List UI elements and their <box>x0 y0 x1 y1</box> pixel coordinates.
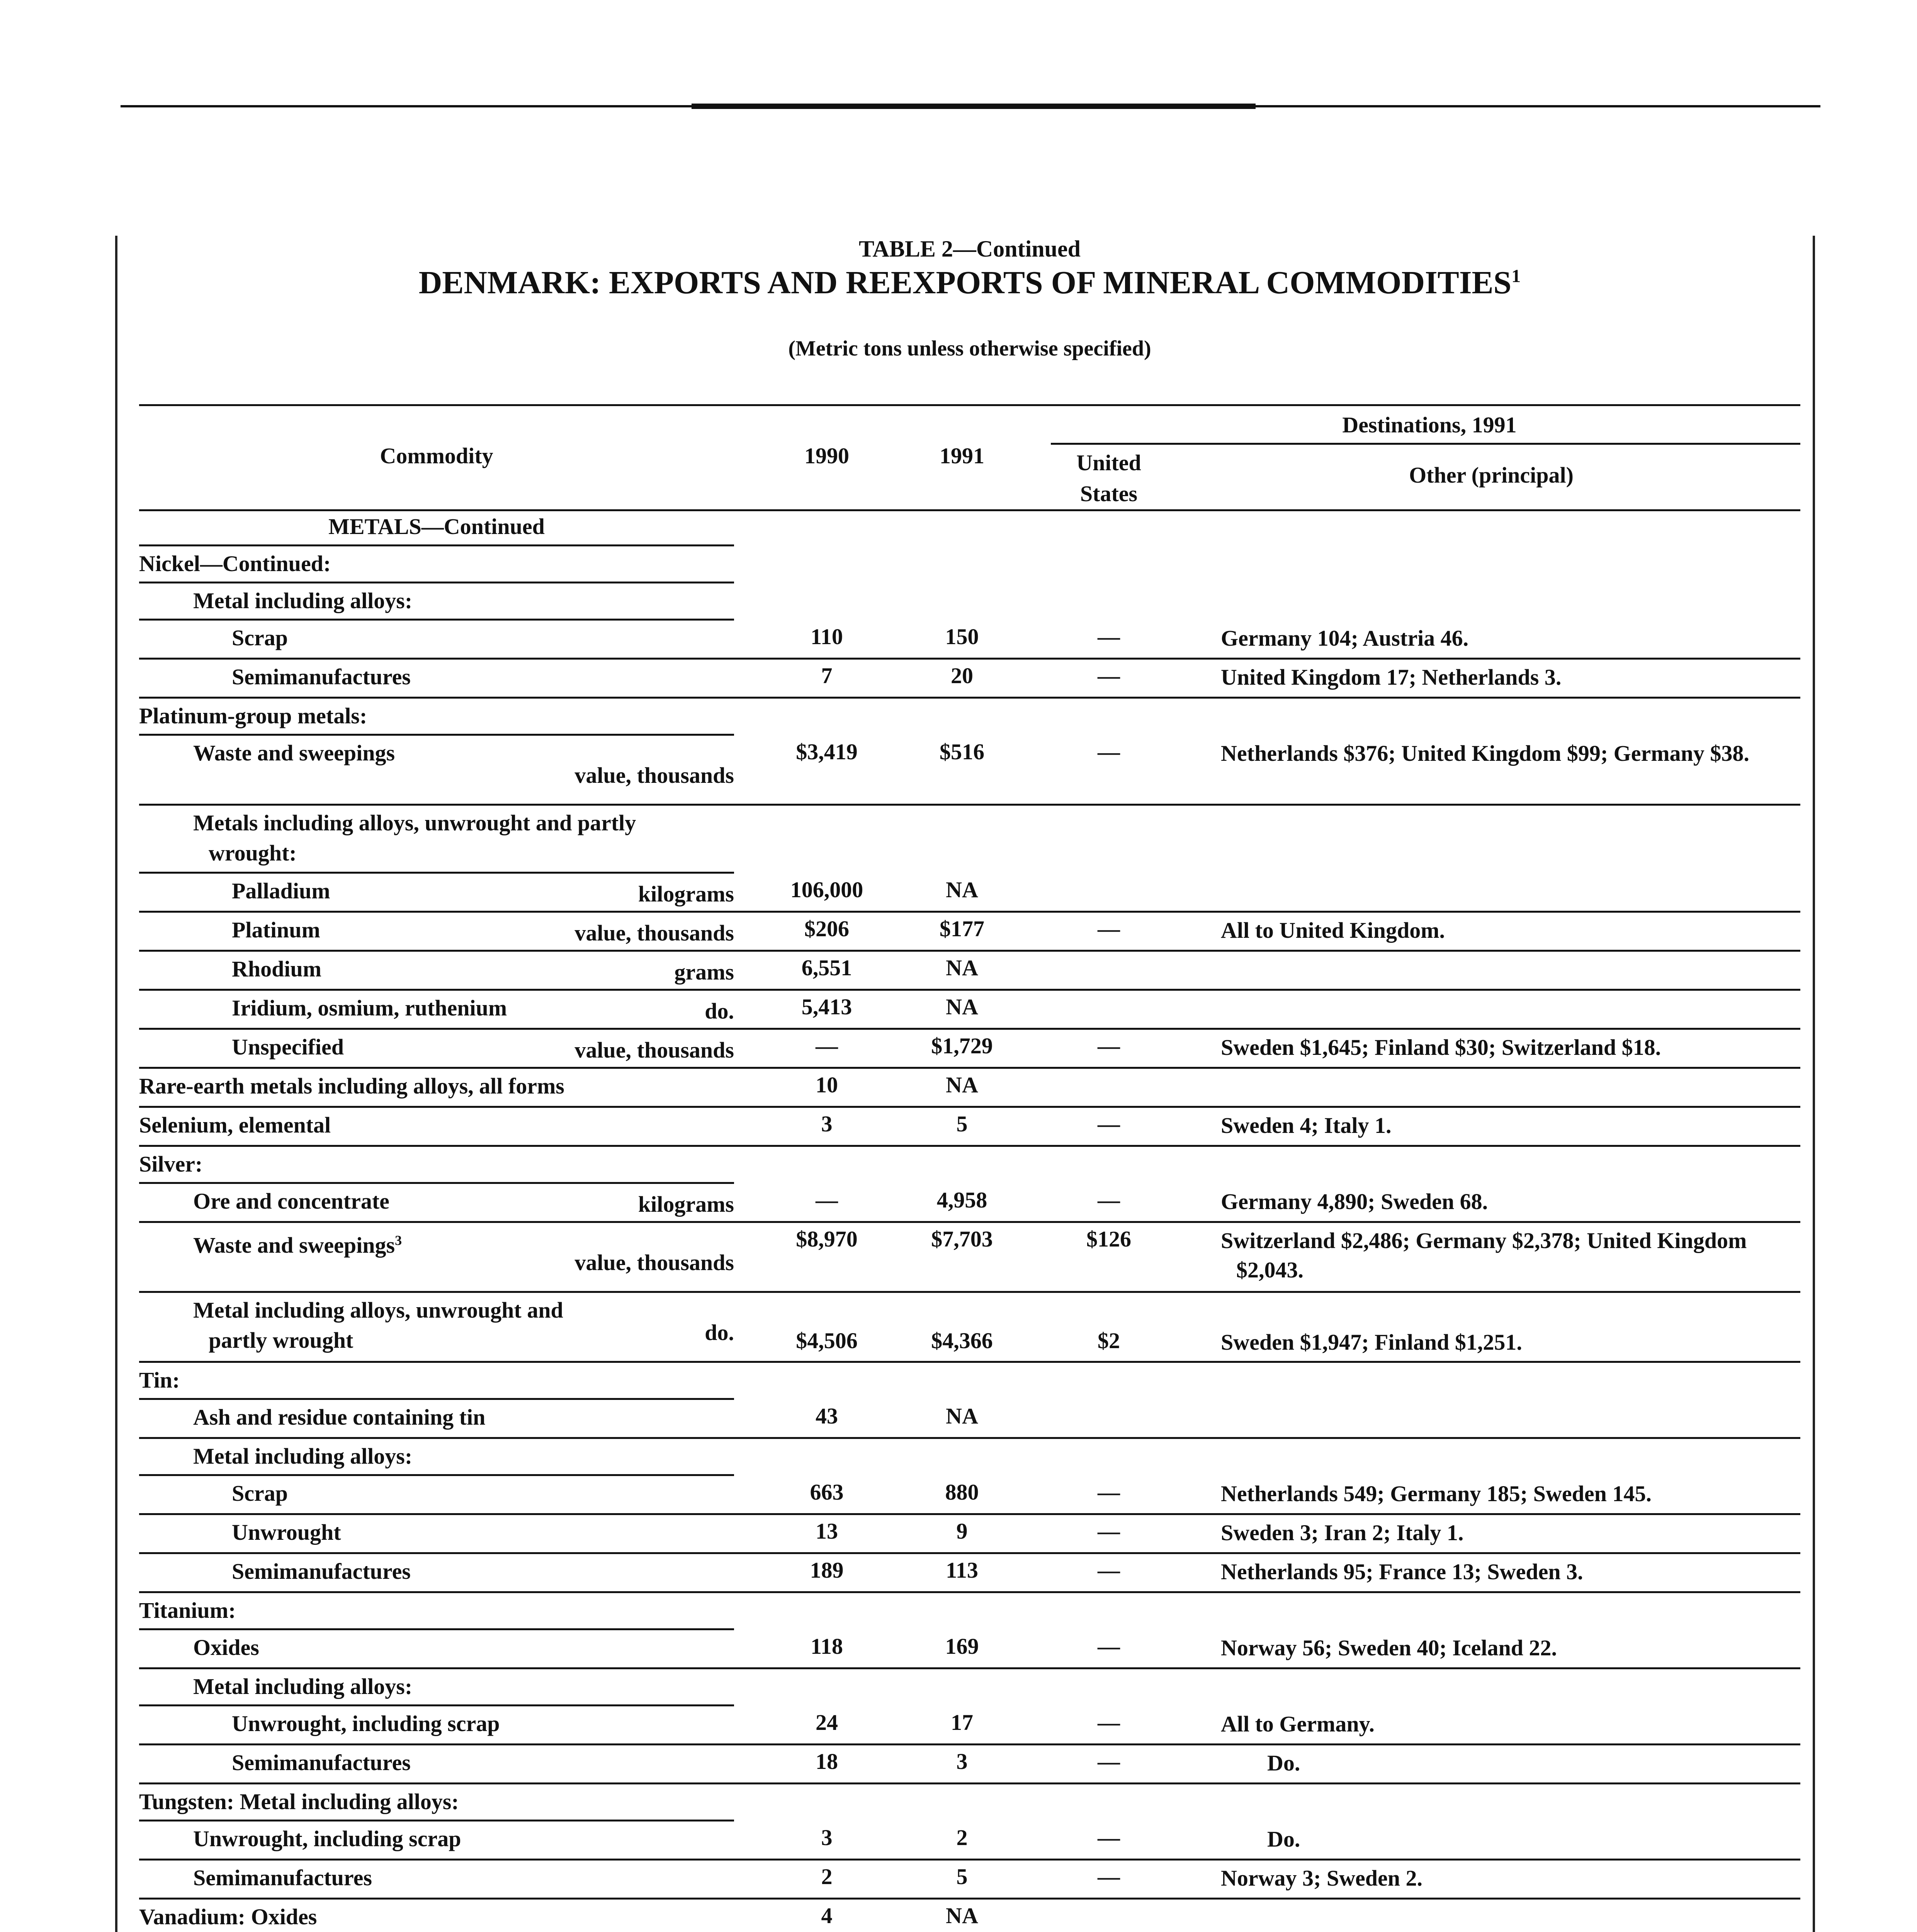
commodity-unit: kilograms <box>638 1192 734 1217</box>
commodity-cell <box>139 1439 734 1478</box>
commodity-name: Scrap <box>232 1481 288 1506</box>
table-row <box>139 1554 1800 1593</box>
value-other-destinations: Sweden 3; Iran 2; Italy 1. <box>1221 1520 1464 1545</box>
commodity-cell <box>139 913 734 952</box>
commodity-cell <box>139 736 734 806</box>
commodity-name: Tin: <box>139 1367 180 1393</box>
table-row <box>139 509 1800 546</box>
value-1990: 118 <box>811 1634 843 1659</box>
commodity-name: Unwrought <box>232 1520 341 1545</box>
value-1990: 2 <box>821 1864 833 1889</box>
value-1991: $516 <box>940 739 984 764</box>
value-united-states: — <box>1098 663 1120 688</box>
value-other-destinations: Norway 56; Sweden 40; Iceland 22. <box>1221 1635 1557 1660</box>
table-row <box>139 699 1800 736</box>
value-1990: — <box>816 1187 838 1213</box>
value-united-states: — <box>1098 1111 1120 1136</box>
table-row <box>139 1184 1800 1223</box>
table-row <box>139 1821 1800 1861</box>
commodity-name: Metal including alloys, unwrought and partly wrought <box>193 1298 563 1353</box>
commodity-name: Platinum-group metals: <box>139 703 367 728</box>
value-1991: 5 <box>956 1864 968 1889</box>
table-row <box>139 1223 1800 1293</box>
commodity-unit: do. <box>705 998 734 1024</box>
value-1991: NA <box>946 1903 978 1928</box>
commodity-name: Selenium, elemental <box>139 1112 331 1138</box>
table-row <box>139 952 1800 991</box>
table-units-note: (Metric tons unless otherwise specified) <box>788 337 1151 361</box>
commodity-cell <box>139 991 734 1030</box>
value-united-states: — <box>1098 1825 1120 1850</box>
value-other-destinations: Sweden $1,947; Finland $1,251. <box>1221 1330 1522 1355</box>
value-1990: 3 <box>821 1825 833 1850</box>
value-united-states: — <box>1098 1864 1120 1889</box>
commodity-cell <box>139 1223 734 1293</box>
commodity-cell <box>139 1900 734 1932</box>
commodity-name: Nickel—Continued: <box>139 551 331 576</box>
commodity-cell <box>139 1400 734 1439</box>
table-row <box>139 1363 1800 1400</box>
commodity-name: Semimanufactures <box>232 1559 411 1584</box>
table-body <box>139 509 1800 1932</box>
commodity-cell <box>139 1293 734 1363</box>
table-row <box>139 913 1800 952</box>
commodity-unit: value, thousands <box>574 1250 734 1275</box>
table-row <box>139 1706 1800 1745</box>
table-title-block <box>139 236 1800 301</box>
commodity-footnote-mark: 3 <box>395 1233 402 1248</box>
commodity-cell <box>139 806 734 876</box>
value-1991: 2 <box>956 1825 968 1850</box>
table-row <box>139 583 1800 621</box>
header-top-rule <box>139 404 1800 406</box>
table-row <box>139 1669 1800 1706</box>
value-1991: 9 <box>956 1519 968 1544</box>
commodity-cell <box>139 952 734 991</box>
value-other-destinations: All to United Kingdom. <box>1221 918 1445 943</box>
commodity-cell <box>139 1861 734 1900</box>
value-united-states: — <box>1098 1519 1120 1544</box>
table-row <box>139 736 1800 806</box>
commodity-name: Metal including alloys: <box>193 1674 413 1699</box>
value-1991: $7,703 <box>931 1226 993 1252</box>
value-other-destinations: Sweden 4; Italy 1. <box>1221 1113 1392 1138</box>
commodity-cell <box>139 583 734 623</box>
table-row <box>139 1900 1800 1932</box>
value-other-destinations: Sweden $1,645; Finland $30; Switzerland $18. <box>1221 1035 1661 1060</box>
commodity-name: Unspecified <box>232 1034 344 1060</box>
value-1990: 663 <box>810 1480 844 1505</box>
commodity-name: Metal including alloys: <box>193 1444 413 1469</box>
table-row <box>139 874 1800 913</box>
value-other-destinations: Germany 4,890; Sweden 68. <box>1221 1189 1488 1214</box>
commodity-cell <box>139 1706 734 1746</box>
value-1990: $8,970 <box>796 1226 858 1252</box>
table-row <box>139 806 1800 874</box>
value-united-states: — <box>1098 1710 1120 1735</box>
table-row <box>139 1439 1800 1476</box>
commodity-unit: value, thousands <box>574 1037 734 1063</box>
commodity-name: Semimanufactures <box>193 1865 372 1890</box>
table-row <box>139 1108 1800 1147</box>
right-margin-line <box>1813 236 1815 1932</box>
commodity-cell <box>139 1030 734 1069</box>
value-other-destinations: Germany 104; Austria 46. <box>1221 626 1469 651</box>
value-1991: 113 <box>946 1558 978 1583</box>
value-1990: 10 <box>816 1072 838 1097</box>
header-united-states <box>1059 447 1159 509</box>
left-margin-line <box>115 236 117 1932</box>
table-row <box>139 660 1800 699</box>
commodity-name: Vanadium: Oxides <box>139 1904 317 1929</box>
table-row <box>139 1400 1800 1439</box>
table-row <box>139 991 1800 1030</box>
value-1990: 18 <box>816 1749 838 1774</box>
header-1991: 1991 <box>940 443 984 468</box>
value-1991: 4,958 <box>936 1187 987 1213</box>
header-destinations-rule <box>1051 443 1800 445</box>
commodity-cell <box>139 1554 734 1594</box>
commodity-unit: value, thousands <box>574 920 734 946</box>
commodity-name: Waste and sweepings <box>193 740 395 765</box>
commodity-unit: grams <box>674 959 734 985</box>
commodity-name: Ore and concentrate <box>193 1189 389 1214</box>
header-destinations: Destinations, 1991 <box>1342 412 1517 437</box>
commodity-name: Iridium, osmium, ruthenium <box>232 995 507 1020</box>
commodity-unit: kilograms <box>638 881 734 906</box>
value-united-states: — <box>1098 1558 1120 1583</box>
value-united-states: — <box>1098 1480 1120 1505</box>
value-united-states: — <box>1098 1634 1120 1659</box>
value-1991: NA <box>946 1072 978 1097</box>
table-title <box>139 264 1800 301</box>
commodity-name: Silver: <box>139 1151 203 1177</box>
value-1990: $3,419 <box>796 739 858 764</box>
commodity-cell <box>139 1784 734 1824</box>
value-1990: — <box>816 1033 838 1058</box>
value-other-destinations: Netherlands $376; United Kingdom $99; Germany $38. <box>1221 741 1749 766</box>
value-other-destinations: Norway 3; Sweden 2. <box>1221 1866 1422 1891</box>
table-row <box>139 1861 1800 1900</box>
value-united-states: — <box>1098 624 1120 649</box>
value-1991: $1,729 <box>931 1033 993 1058</box>
value-other-destinations: Do. <box>1267 1827 1300 1852</box>
value-1991: 20 <box>951 663 973 688</box>
table-row <box>139 1293 1800 1363</box>
commodity-cell <box>139 1745 734 1785</box>
table-row <box>139 1476 1800 1515</box>
commodity-name: Platinum <box>232 917 320 942</box>
value-1990: 6,551 <box>801 955 852 980</box>
commodity-cell <box>139 874 734 913</box>
value-1991: $177 <box>940 916 984 941</box>
commodity-cell <box>139 660 734 699</box>
top-rule-thick <box>692 104 1256 109</box>
commodity-cell <box>139 1108 734 1147</box>
commodity-cell <box>139 1184 734 1223</box>
table-row <box>139 1593 1800 1630</box>
table-title-footnote-mark: 1 <box>1511 266 1521 286</box>
commodity-cell <box>139 1593 734 1633</box>
commodity-cell <box>139 1630 734 1670</box>
value-1991: 3 <box>956 1749 968 1774</box>
value-1990: 4 <box>821 1903 833 1928</box>
table-row <box>139 1784 1800 1821</box>
value-other-destinations: Switzerland $2,486; Germany $2,378; United Kingdom $2,043. <box>1221 1228 1747 1282</box>
value-1990: 106,000 <box>790 877 863 902</box>
value-1990: $4,506 <box>796 1328 858 1353</box>
commodity-unit: value, thousands <box>574 763 734 788</box>
value-other-destinations: Netherlands 95; France 13; Sweden 3. <box>1221 1559 1583 1584</box>
value-1990: 13 <box>816 1519 838 1544</box>
table-row <box>139 1745 1800 1784</box>
value-united-states: — <box>1098 1749 1120 1774</box>
table-row <box>139 1030 1800 1069</box>
commodity-cell <box>139 1669 734 1709</box>
value-1991: 150 <box>945 624 979 649</box>
commodity-cell <box>139 1147 734 1186</box>
commodity-name: Ash and residue containing tin <box>193 1405 486 1430</box>
commodity-name: Unwrought, including scrap <box>232 1711 500 1736</box>
header-other-principal: Other (principal) <box>1409 463 1574 488</box>
commodity-cell <box>139 546 734 586</box>
commodity-cell <box>139 621 734 660</box>
value-1991: NA <box>946 994 978 1019</box>
commodity-unit: do. <box>705 1320 734 1345</box>
value-1991: NA <box>946 1403 978 1429</box>
commodity-cell <box>139 1069 734 1108</box>
value-1991: NA <box>946 955 978 980</box>
commodity-cell <box>139 1821 734 1861</box>
value-1990: 24 <box>816 1710 838 1735</box>
commodity-name: Scrap <box>232 625 288 650</box>
commodity-name: Palladium <box>232 878 330 903</box>
table-row <box>139 621 1800 660</box>
value-1990: 5,413 <box>801 994 852 1019</box>
value-1991: NA <box>946 877 978 902</box>
commodity-cell <box>139 699 734 738</box>
value-united-states: — <box>1098 916 1120 941</box>
value-united-states: — <box>1098 1033 1120 1058</box>
value-other-destinations: Netherlands 549; Germany 185; Sweden 145. <box>1221 1481 1652 1506</box>
commodity-name: Unwrought, including scrap <box>193 1826 461 1851</box>
value-1991: 169 <box>945 1634 979 1659</box>
header-commodity: Commodity <box>380 443 493 468</box>
commodity-name: Oxides <box>193 1635 259 1660</box>
commodity-cell <box>139 1476 734 1515</box>
commodity-name: Rhodium <box>232 956 322 981</box>
commodity-name: Semimanufactures <box>232 1750 411 1775</box>
value-1990: 110 <box>811 624 843 649</box>
value-other-destinations: Do. <box>1267 1750 1300 1776</box>
value-united-states: $126 <box>1086 1226 1131 1252</box>
value-1991: $4,366 <box>931 1328 993 1353</box>
value-1991: 17 <box>951 1710 973 1735</box>
commodity-name: Metals including alloys, unwrought and partly wrought: <box>193 810 636 866</box>
commodity-name: METALS—Continued <box>328 514 545 539</box>
commodity-name: Metal including alloys: <box>193 588 413 613</box>
value-1991: 5 <box>956 1111 968 1136</box>
value-1990: 189 <box>810 1558 844 1583</box>
commodity-name: Rare-earth metals including alloys, all forms <box>139 1073 564 1099</box>
table-row <box>139 1147 1800 1184</box>
table-row <box>139 1069 1800 1108</box>
commodity-cell <box>139 509 734 549</box>
commodity-name: Waste and sweepings <box>193 1233 395 1258</box>
commodity-name: Semimanufactures <box>232 664 411 689</box>
commodity-name: Tungsten: Metal including alloys: <box>139 1789 459 1814</box>
value-united-states: — <box>1098 739 1120 764</box>
table-label: TABLE 2—Continued <box>858 236 1081 262</box>
header-united-states-line2: States <box>1080 481 1138 506</box>
commodity-cell <box>139 1515 734 1554</box>
table-row <box>139 1630 1800 1669</box>
table-row <box>139 546 1800 583</box>
value-other-destinations: All to Germany. <box>1221 1711 1375 1736</box>
value-1990: 43 <box>816 1403 838 1429</box>
value-other-destinations: United Kingdom 17; Netherlands 3. <box>1221 665 1562 690</box>
value-united-states: $2 <box>1098 1328 1120 1353</box>
value-1991: 880 <box>945 1480 979 1505</box>
header-united-states-line1: United <box>1076 450 1141 475</box>
value-1990: 3 <box>821 1111 833 1136</box>
header-1990: 1990 <box>804 443 849 468</box>
commodity-name: Titanium: <box>139 1598 236 1623</box>
table-title-text: DENMARK: EXPORTS AND REEXPORTS OF MINERAL COMMODITIES <box>418 265 1512 301</box>
value-1990: 7 <box>821 663 833 688</box>
value-1990: $206 <box>804 916 849 941</box>
value-united-states: — <box>1098 1187 1120 1213</box>
commodity-cell <box>139 1363 734 1402</box>
table-row <box>139 1515 1800 1554</box>
